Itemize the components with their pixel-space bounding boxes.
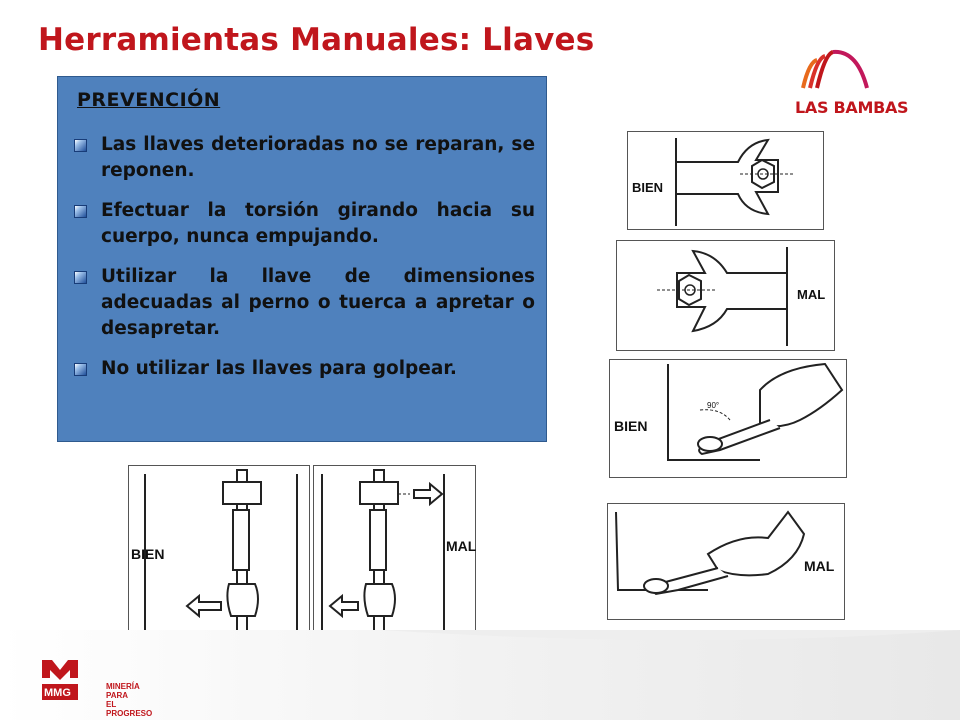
prevention-panel xyxy=(57,76,547,442)
figure-label: BIEN xyxy=(632,180,664,195)
panel-heading: PREVENCIÓN xyxy=(77,89,221,111)
figure-label: BIEN xyxy=(614,418,648,434)
figure-label: BIEN xyxy=(131,546,165,562)
mmg-mark-text: MMG xyxy=(44,687,71,699)
square-bullet-icon xyxy=(74,363,87,376)
prevention-list xyxy=(72,132,535,396)
pipe-wrench-correct-figure xyxy=(128,465,310,637)
list-item xyxy=(72,132,535,184)
mmg-tagline xyxy=(106,682,158,718)
hand-push-wrong-figure xyxy=(607,503,845,620)
list-item xyxy=(72,264,535,342)
list-item xyxy=(72,198,535,250)
wrench-wrong-figure xyxy=(616,240,835,351)
las-bambas-arc-icon xyxy=(795,48,875,96)
slide-title: Herramientas Manuales: Llaves xyxy=(38,22,595,58)
square-bullet-icon xyxy=(74,205,87,218)
bullet-text: No utilizar las llaves para golpear. xyxy=(101,358,457,379)
figure-label: MAL xyxy=(804,558,835,574)
hand-pull-correct-figure xyxy=(609,359,847,478)
figure-label: MAL xyxy=(797,287,826,302)
pipe-wrench-wrong-figure xyxy=(313,465,476,637)
square-bullet-icon xyxy=(74,139,87,152)
square-bullet-icon xyxy=(74,271,87,284)
bullet-text: Efectuar la torsión girando hacia su cuerpo, nunca empujando. xyxy=(101,200,535,247)
mmg-logo xyxy=(38,654,158,718)
figure-label: MAL xyxy=(446,538,477,554)
angle-label: 90° xyxy=(707,401,720,410)
bullet-text: Utilizar la llave de dimensiones adecuadas al perno o tuerca a apretar o desapretar. xyxy=(101,266,535,339)
mmg-tagline-line2: EL PROGRESO xyxy=(106,700,153,718)
mmg-tagline-line1: MINERÍA PARA xyxy=(106,682,140,700)
bullet-text: Las llaves deterioradas no se reparan, se reponen. xyxy=(101,134,535,181)
list-item xyxy=(72,356,535,382)
wrench-correct-figure xyxy=(627,131,824,230)
las-bambas-logo xyxy=(795,48,925,123)
las-bambas-text: LAS BAMBAS xyxy=(795,98,909,117)
